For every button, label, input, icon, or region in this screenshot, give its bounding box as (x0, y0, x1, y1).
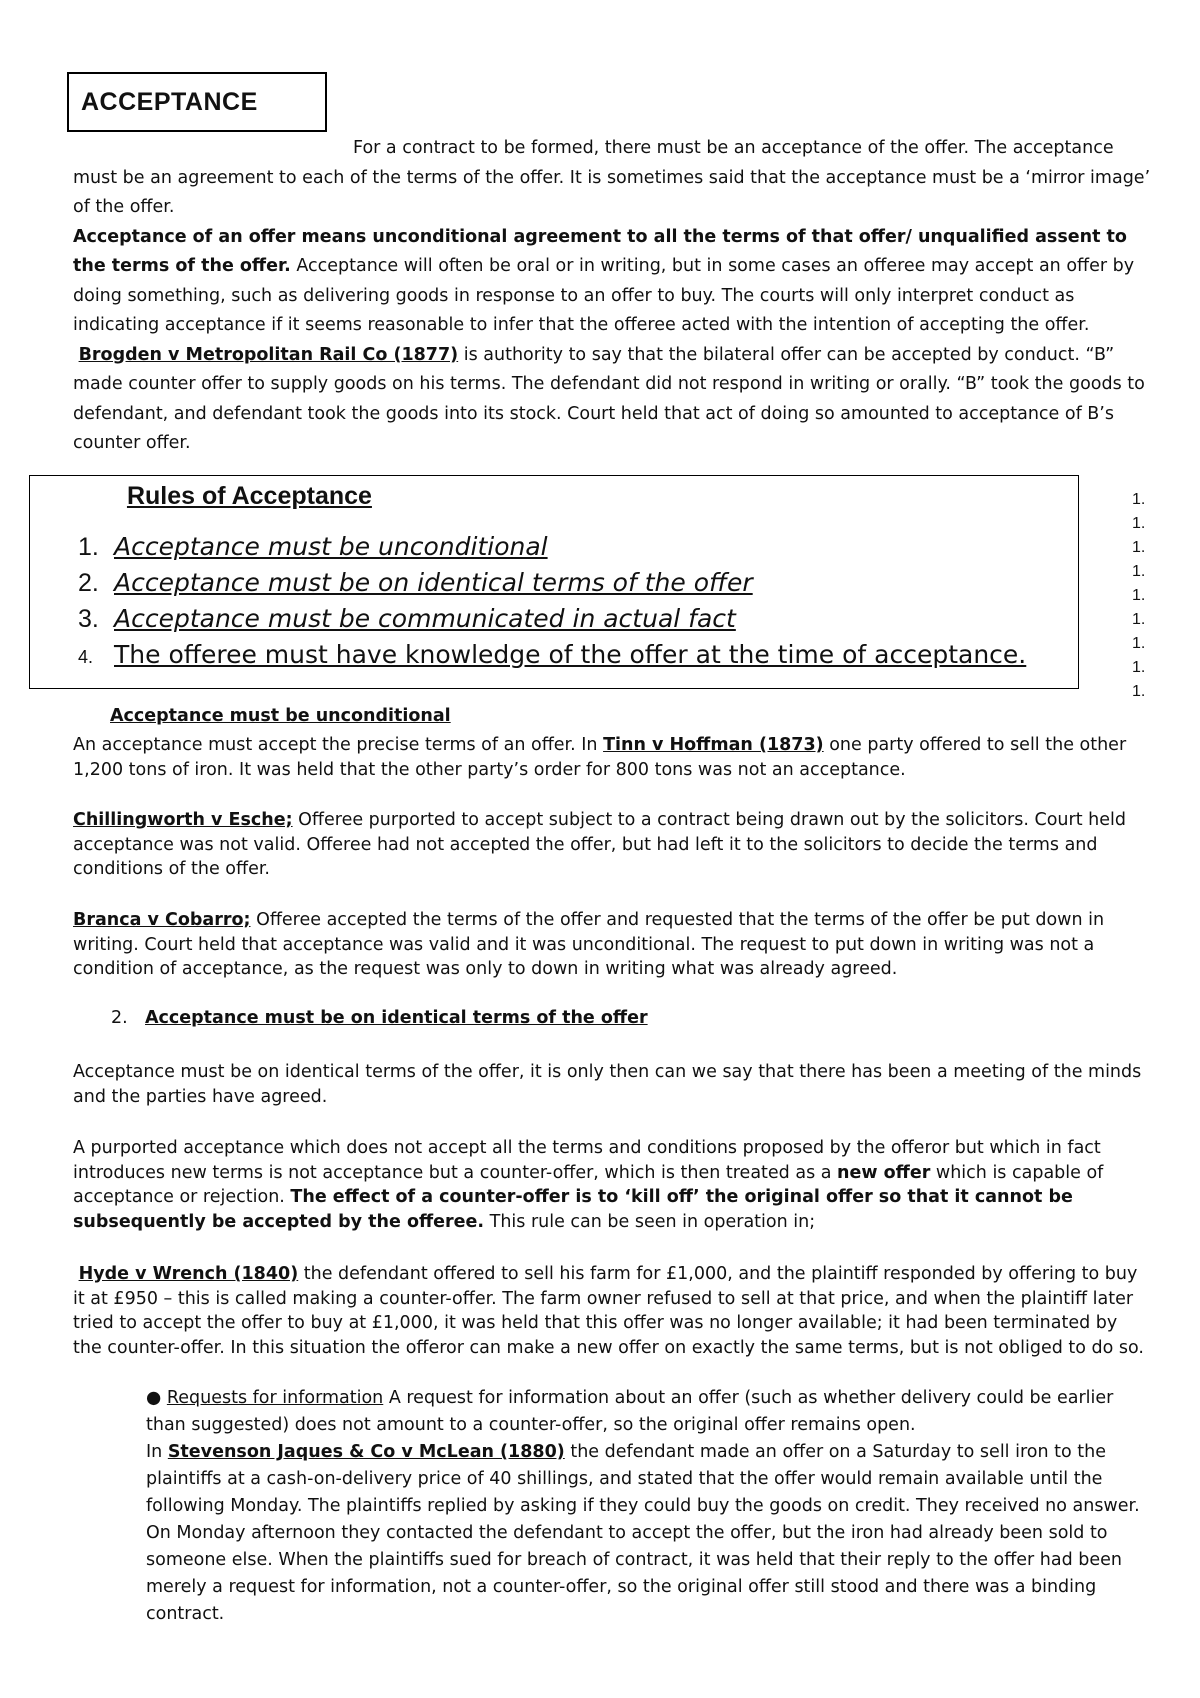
case-tinn-v-hoffman: Tinn v Hoffman (1873) (603, 735, 824, 755)
case-chillingworth: Chillingworth v Esche; (73, 810, 293, 830)
intro-paragraph-2 (73, 223, 1153, 341)
intro-paragraph-3 (73, 341, 1153, 459)
intro-section (73, 134, 1153, 459)
rule-item: 2. Acceptance must be on identical terms of the offer (78, 568, 753, 597)
section-1-paragraph-2: Chillingworth v Esche; Offeree purported to accept subject to a contract being drawn out by the solicitors. Court held acceptance was not valid. Offeree had not accepted the offer, but had left it to the solicitors to decide the terms and conditions of the offer. (73, 810, 1126, 879)
rule-item: 1. Acceptance must be unconditional (78, 532, 548, 561)
section-2-paragraph-1: Acceptance must be on identical terms of the offer, it is only then can we say that there has been a meeting of the minds and the parties have agreed. (73, 1062, 1142, 1107)
side-number: 1. (1132, 515, 1146, 532)
requests-for-information-bullet: ● Requests for information A request for information about an offer (such as whether delivery could be earlier than suggested) does not amount to a counter-offer, so the original offer remains open. In Stevenson Jaques & Co v McLean (1880) the defendant made an offer on a Saturday to sell iron to the plaintiffs at a cash-on-delivery price of 40 shillings, and stated that the offer would remain available until the following Monday. The plaintiffs replied by asking if they could buy the goods on credit. They received no answer. On Monday afternoon they contacted the defendant to accept the offer, but the iron had already been sold to someone else. When the plaintiffs sued for breach of contract, it was held that their reply to the offer had been merely a request for information, not a counter-offer, so the original offer still stood and there was a binding contract. (146, 1388, 1140, 1624)
bullet-heading: Requests for information (166, 1388, 384, 1408)
case-stevenson-jaques: Stevenson Jaques & Co v McLean (1880) (167, 1442, 565, 1462)
rule-item: 4. The offeree must have knowledge of the offer at the time of acceptance. (78, 640, 1027, 669)
section-1-paragraph-1: An acceptance must accept the precise terms of an offer. In Tinn v Hoffman (1873) one party offered to sell the other 1,200 tons of iron. It was held that the other party’s order for 800 tons was not an acceptance. (73, 735, 1127, 780)
case-branca-v-cobarro: Branca v Cobarro; (73, 910, 251, 930)
rule-item: 3. Acceptance must be communicated in actual fact (78, 604, 736, 633)
bullet-icon: ● (146, 1388, 162, 1408)
intro-paragraph-2-rest: Acceptance will often be oral or in writing, but in some cases an offeree may accept an offer by doing something, such as delivering goods in response to an offer to buy. The courts will only interpret conduct as indicating acceptance if it seems reasonable to infer that the offeree acted with the intention of accepting the offer. (73, 256, 1135, 335)
definition-bold: Acceptance of an offer means unconditional agreement to all the terms of that offer/ unqualified assent to the terms of the offer. (73, 226, 1127, 276)
side-number: 1. (1132, 611, 1146, 628)
page-title: ACCEPTANCE (81, 88, 258, 116)
side-number: 1. (1132, 587, 1146, 604)
rules-title: Rules of Acceptance (126, 482, 372, 510)
rules-box (29, 475, 1079, 689)
case-brogden: Brogden v Metropolitan Rail Co (1877) (78, 344, 459, 365)
side-number: 1. (1132, 491, 1146, 508)
section-2-paragraph-2: A purported acceptance which does not accept all the terms and conditions proposed by the offeror but which in fact introduces new terms is not acceptance but a counter-offer, which is then treated as a new offer which is capable of acceptance or rejection. The effect of a counter-offer is to ‘kill off’ the original offer so that it cannot be subsequently be accepted by the offeree. This rule can be seen in operation in; (73, 1138, 1104, 1232)
section-1-heading: Acceptance must be unconditional (110, 706, 451, 726)
side-number: 1. (1132, 539, 1146, 556)
rules-list (78, 529, 1026, 673)
case-hyde-v-wrench: Hyde v Wrench (1840) (78, 1264, 299, 1284)
section-2-paragraph-3: Hyde v Wrench (1840) the defendant offered to sell his farm for £1,000, and the plaintiff responded by offering to buy it at £950 – this is called making a counter-offer. The farm owner refused to sell at that price, and when the plaintiff later tried to accept the offer to buy at £1,000, it was held that this offer was no longer available; it had been terminated by the counter-offer. In this situation the offeror can make a new offer on exactly the same terms, but is not obliged to do so. (73, 1264, 1144, 1358)
side-number-list (1132, 488, 1145, 704)
side-number: 1. (1132, 635, 1146, 652)
side-number: 1. (1132, 659, 1146, 676)
intro-paragraph-1: For a contract to be formed, there must be an acceptance of the offer. The acceptance must be an agreement to each of the terms of the offer. It is sometimes said that the acceptance must be a ‘mirror image’ of the offer. (73, 138, 1151, 217)
section-1-paragraph-3: Branca v Cobarro; Offeree accepted the terms of the offer and requested that the terms of the offer be put down in writing. Court held that acceptance was valid and it was unconditional. The request to put down in writing was not a condition of acceptance, as the request was only to down in writing what was already agreed. (73, 910, 1105, 979)
title-box (67, 72, 327, 132)
intro-paragraph-3-rest: is authority to say that the bilateral offer can be accepted by conduct. “B” made counter offer to supply goods on his terms. The defendant did not respond in writing or orally. “B” took the goods to defendant, and defendant took the goods into its stock. Court held that act of doing so amounted to acceptance of B’s counter offer. (73, 344, 1145, 453)
side-number: 1. (1132, 563, 1146, 580)
side-number: 1. (1132, 683, 1146, 700)
section-2-heading: 2. Acceptance must be on identical terms of the offer (111, 1008, 648, 1028)
